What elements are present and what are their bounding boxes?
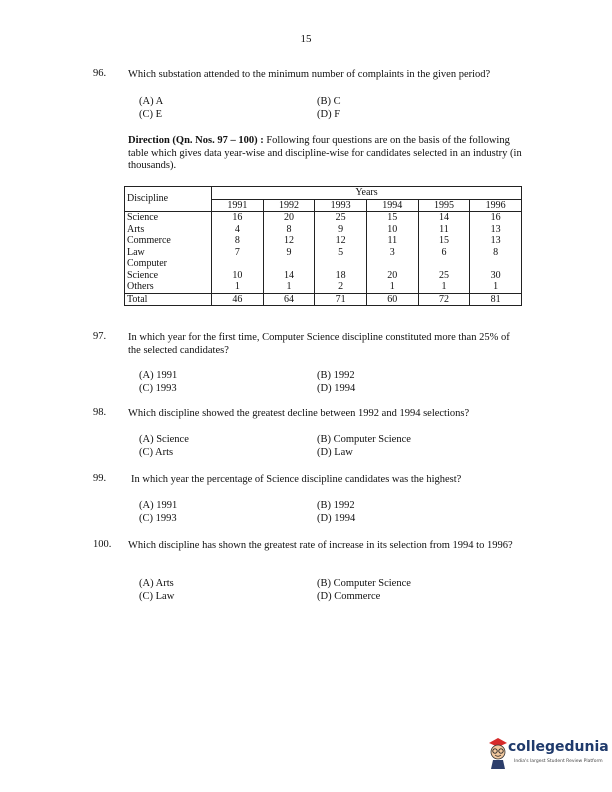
cell: 14	[418, 212, 470, 224]
total-label: Total	[125, 293, 212, 306]
discipline-header: Discipline	[125, 187, 212, 212]
cell: 10	[212, 270, 264, 282]
row-label: Arts	[125, 224, 212, 236]
option-b: (B) Computer Science	[317, 578, 411, 589]
option-b: (B) 1992	[317, 370, 355, 381]
question-text: Which substation attended to the minimum number of complaints in the given period?	[128, 69, 491, 80]
year-header: 1993	[315, 199, 367, 212]
collegedunia-logo	[486, 735, 609, 775]
cell: 15	[418, 235, 470, 247]
cell: 4	[212, 224, 264, 236]
option-d: (D) 1994	[317, 513, 356, 524]
option-c: (C) 1993	[139, 383, 177, 394]
cell: 1	[263, 281, 315, 293]
option-a: (A) 1991	[139, 370, 178, 381]
cell: 1	[212, 281, 264, 293]
question-text: In which year for the first time, Computer Science discipline constituted more than 25% of the selected candidates?	[128, 332, 510, 356]
cell: 13	[470, 235, 522, 247]
direction-label: Direction (Qn. Nos. 97 – 100) :	[128, 135, 264, 146]
year-header: 1995	[418, 199, 470, 212]
cell: 12	[315, 235, 367, 247]
cell	[315, 258, 367, 270]
option-d: (D) Commerce	[317, 591, 381, 602]
question-number: 97.	[93, 331, 107, 342]
cell: 20	[263, 212, 315, 224]
question-number: 96.	[93, 68, 107, 79]
table-row	[125, 258, 522, 270]
table-row	[125, 224, 522, 236]
option-d: (D) F	[317, 109, 341, 120]
cell: 1	[418, 281, 470, 293]
cell: 1	[366, 281, 418, 293]
option-c: (C) Law	[139, 591, 175, 602]
total-cell: 71	[315, 293, 367, 306]
options	[139, 499, 499, 525]
row-label: Commerce	[125, 235, 212, 247]
total-cell: 81	[470, 293, 522, 306]
option-c: (C) 1993	[139, 513, 177, 524]
cell: 16	[470, 212, 522, 224]
row-label: Science	[125, 270, 212, 282]
cell: 5	[315, 247, 367, 259]
total-cell: 64	[263, 293, 315, 306]
table-row	[125, 212, 522, 224]
total-cell: 72	[418, 293, 470, 306]
page-number: 15	[300, 33, 312, 45]
cell: 10	[366, 224, 418, 236]
cell	[470, 258, 522, 270]
question-number: 99.	[93, 473, 107, 484]
cell: 7	[212, 247, 264, 259]
table-row	[125, 270, 522, 282]
question-number: 98.	[93, 407, 107, 418]
question-text: Which discipline showed the greatest decline between 1992 and 1994 selections?	[128, 408, 470, 419]
option-b: (B) Computer Science	[317, 434, 411, 445]
option-a: (A) Science	[139, 434, 189, 445]
cell: 18	[315, 270, 367, 282]
cell: 9	[263, 247, 315, 259]
table-row	[125, 281, 522, 293]
cell: 8	[263, 224, 315, 236]
cell: 20	[366, 270, 418, 282]
direction-paragraph	[128, 135, 523, 173]
cell: 1	[470, 281, 522, 293]
year-header: 1991	[212, 199, 264, 212]
year-header: 1992	[263, 199, 315, 212]
cell: 12	[263, 235, 315, 247]
data-table	[124, 186, 522, 306]
logo-tagline: India's largest Student Review Platform	[514, 759, 603, 764]
cell	[418, 258, 470, 270]
mascot-icon	[486, 735, 510, 771]
row-label: Law	[125, 247, 212, 259]
cell: 6	[418, 247, 470, 259]
cell: 3	[366, 247, 418, 259]
table-row	[125, 247, 522, 259]
row-label: Science	[125, 212, 212, 224]
option-c: (C) E	[139, 109, 163, 120]
cell: 11	[418, 224, 470, 236]
options	[139, 433, 499, 459]
logo-text: collegedunia	[508, 739, 609, 755]
cell: 8	[212, 235, 264, 247]
years-header: Years	[212, 187, 522, 200]
cell: 25	[418, 270, 470, 282]
total-cell: 46	[212, 293, 264, 306]
cell: 14	[263, 270, 315, 282]
option-b: (B) 1992	[317, 500, 355, 511]
cell: 9	[315, 224, 367, 236]
options	[139, 577, 499, 603]
options	[139, 95, 499, 121]
cell	[263, 258, 315, 270]
year-header: 1994	[366, 199, 418, 212]
direction-text: Following four questions are on the basis of the following table which gives data year-wise and discipline-wise for candidates selected in an industry (in thousands).	[128, 135, 522, 171]
table-total-row	[125, 293, 522, 306]
row-label: Others	[125, 281, 212, 293]
option-a: (A) Arts	[139, 578, 174, 589]
row-label: Computer	[125, 258, 212, 270]
cell: 30	[470, 270, 522, 282]
cell: 11	[366, 235, 418, 247]
cell: 2	[315, 281, 367, 293]
cell	[212, 258, 264, 270]
option-d: (D) Law	[317, 447, 353, 458]
question-number: 100.	[93, 539, 112, 550]
cell: 16	[212, 212, 264, 224]
year-header: 1996	[470, 199, 522, 212]
question-text: In which year the percentage of Science discipline candidates was the highest?	[131, 474, 462, 485]
cell: 25	[315, 212, 367, 224]
option-c: (C) Arts	[139, 447, 174, 458]
cell: 13	[470, 224, 522, 236]
option-a: (A) A	[139, 96, 164, 107]
question-text: Which discipline has shown the greatest rate of increase in its selection from 1994 to 1996?	[128, 540, 513, 551]
option-a: (A) 1991	[139, 500, 178, 511]
options	[139, 369, 499, 395]
option-d: (D) 1994	[317, 383, 356, 394]
option-b: (B) C	[317, 96, 341, 107]
total-cell: 60	[366, 293, 418, 306]
cell: 8	[470, 247, 522, 259]
table-row	[125, 235, 522, 247]
cell	[366, 258, 418, 270]
cell: 15	[366, 212, 418, 224]
